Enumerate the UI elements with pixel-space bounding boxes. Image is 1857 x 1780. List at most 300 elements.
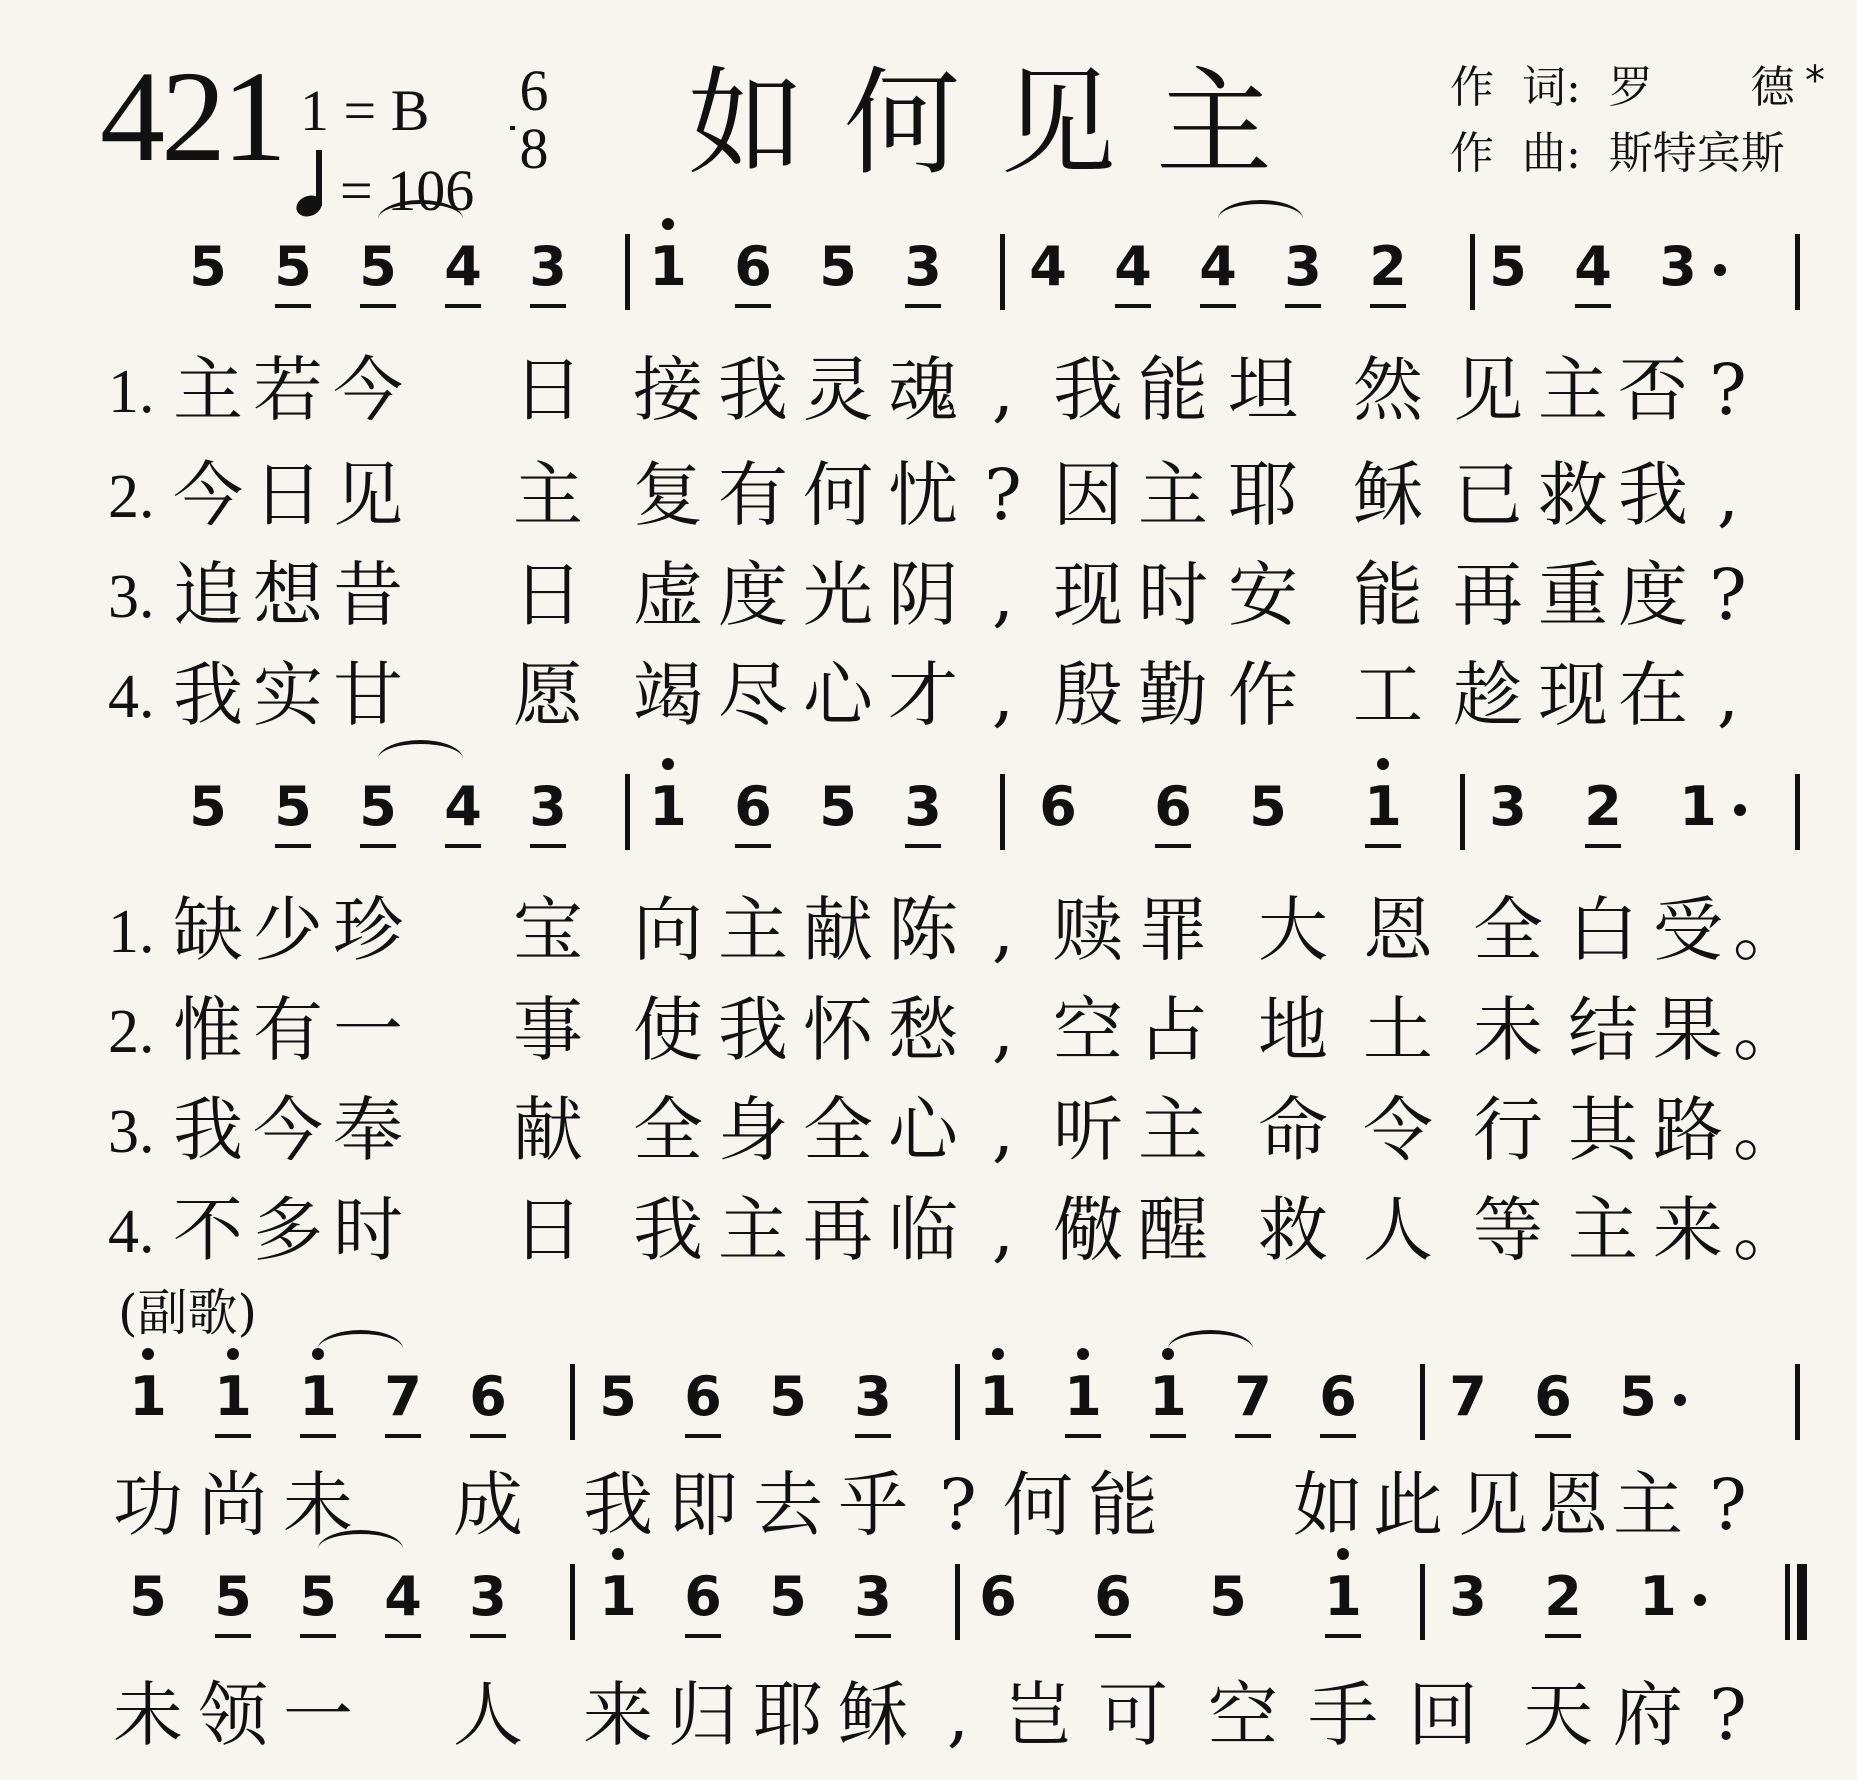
note-digit: 5 (769, 1565, 807, 1628)
lyric-char: 领 (198, 1674, 268, 1756)
melody-note (1575, 775, 1631, 838)
melody-note (845, 1365, 901, 1428)
note-digit: 7 (1234, 1365, 1272, 1428)
note-digit: 1 (129, 1365, 167, 1428)
note-digit: 3 (529, 235, 567, 298)
lyric-char: 缺 (173, 889, 243, 971)
lyric-char: 听 (1053, 1089, 1123, 1171)
key-signature: 1 = B (300, 78, 430, 143)
eighth-underline (855, 1634, 891, 1638)
note-digit: 4 (444, 775, 482, 838)
melody-note (520, 775, 576, 838)
eighth-underline (735, 844, 771, 848)
note-digit: 5 (359, 235, 397, 298)
augmentation-dot (1694, 1594, 1706, 1606)
note-digit: 4 (1199, 235, 1237, 298)
melody-note (1055, 1365, 1111, 1428)
melody-note (895, 775, 951, 838)
lyric-char: 主 (1138, 1089, 1208, 1171)
note-digit: 1 (1064, 1365, 1102, 1428)
lyric-char: 光 (803, 554, 873, 636)
eighth-underline (1065, 1434, 1101, 1438)
eighth-underline (735, 304, 771, 308)
melody-note (1650, 235, 1706, 298)
lyric-char: 我 (1053, 349, 1123, 431)
barline (625, 234, 630, 310)
eighth-underline (1200, 304, 1236, 308)
barline (1420, 1364, 1425, 1440)
lyricist-asterisk: * (1805, 58, 1825, 104)
lyric-char: 献 (513, 1089, 583, 1171)
tie-slur (378, 200, 463, 238)
melody-note (375, 1565, 431, 1628)
lyric-char: 儆 (1053, 1189, 1123, 1271)
note-digit: 5 (1619, 1365, 1657, 1428)
lyric-char: 受 (1653, 889, 1723, 971)
lyric-char: 令 (1363, 1089, 1433, 1171)
tempo-value: = 106 (340, 158, 475, 223)
eighth-underline (275, 844, 311, 848)
note-digit: 3 (1659, 235, 1697, 298)
lyric-char: 今 (333, 349, 403, 431)
eighth-underline (275, 304, 311, 308)
lyric-char: 未 (1473, 989, 1543, 1071)
note-digit: 7 (384, 1365, 422, 1428)
lyric-char: 见 (1458, 1464, 1528, 1546)
lyric-char: 我 (718, 349, 788, 431)
lyric-char: 来 (1653, 1189, 1723, 1271)
melody-note (760, 1565, 816, 1628)
note-digit: 6 (1319, 1365, 1357, 1428)
verse-number: 2. (108, 463, 155, 531)
high-octave-dot (227, 1348, 239, 1360)
lyric-char: 心 (803, 654, 873, 736)
lyric-char: 时 (1138, 554, 1208, 636)
lyric-char: 宝 (513, 889, 583, 971)
lyric-char: , (1716, 454, 1740, 536)
note-digit: 6 (734, 235, 772, 298)
lyric-char: 赎 (1053, 889, 1123, 971)
lyric-char: 全 (1473, 889, 1543, 971)
verse-number: 4. (108, 1198, 155, 1266)
barline (1795, 1364, 1800, 1440)
note-digit: 3 (469, 1565, 507, 1628)
note-digit: 5 (189, 235, 227, 298)
melody-note (1140, 1365, 1196, 1428)
final-barline-thick (1797, 1564, 1807, 1640)
eighth-underline (445, 844, 481, 848)
lyric-char: 主 (718, 889, 788, 971)
note-digit: 1 (214, 1365, 252, 1428)
lyric-char: 稣 (838, 1674, 908, 1756)
lyric-char: 醒 (1138, 1189, 1208, 1271)
lyric-char: 趁 (1453, 654, 1523, 736)
lyric-char: 现 (1538, 654, 1608, 736)
lyric-char: 如 (1293, 1464, 1363, 1546)
verse-number: 2. (108, 998, 155, 1066)
lyric-char: 见 (1453, 349, 1523, 431)
chorus-label: (副歌) (118, 1284, 258, 1342)
eighth-underline (470, 1434, 506, 1438)
note-digit: 7 (1449, 1365, 1487, 1428)
time-signature-bottom: 8 (519, 116, 549, 181)
lyric-char: , (991, 554, 1015, 636)
lyric-char: 我 (173, 654, 243, 736)
lyric-char: 恩 (1363, 889, 1433, 971)
time-signature-divider (510, 126, 515, 130)
eighth-underline (1370, 304, 1406, 308)
verse-number: 1. (108, 898, 155, 966)
melody-note (350, 235, 406, 298)
lyric-char: 天 (1523, 1674, 1593, 1756)
eighth-underline (1325, 1634, 1361, 1638)
lyric-char: 成 (453, 1464, 523, 1546)
lyric-char: 追 (173, 554, 243, 636)
lyric-char: 未 (283, 1464, 353, 1546)
melody-note (725, 775, 781, 838)
eighth-underline (385, 1634, 421, 1638)
lyric-char: , (991, 989, 1015, 1071)
lyric-char: 不 (173, 1189, 243, 1271)
lyric-char: ? (939, 1464, 977, 1546)
barline (1460, 774, 1465, 850)
barline (1000, 234, 1005, 310)
lyric-char: 否 (1618, 349, 1688, 431)
lyric-char: 甘 (333, 654, 403, 736)
lyric-char: 果 (1653, 989, 1723, 1071)
melody-note (180, 235, 236, 298)
eighth-underline (360, 844, 396, 848)
melody-note (810, 235, 866, 298)
eighth-underline (1585, 844, 1621, 848)
note-digit: 6 (734, 775, 772, 838)
melody-note (1275, 235, 1331, 298)
melody-note (1030, 775, 1086, 838)
note-digit: 1 (299, 1365, 337, 1428)
note-digit: 1 (1364, 775, 1402, 838)
lyric-char: 占 (1138, 989, 1208, 1071)
melody-note (675, 1365, 731, 1428)
eighth-underline (215, 1634, 251, 1638)
lyric-char: 。 (1733, 1089, 1803, 1171)
note-digit: 5 (214, 1565, 252, 1628)
note-digit: 4 (1574, 235, 1612, 298)
composer-credit: 作 曲: 斯特宾斯 (1450, 128, 1785, 179)
eighth-underline (1150, 1434, 1186, 1438)
lyric-char: 土 (1363, 989, 1433, 1071)
augmentation-dot (1674, 1394, 1686, 1406)
lyric-char: 全 (803, 1089, 873, 1171)
lyric-char: 已 (1453, 454, 1523, 536)
lyric-char: 虚 (633, 554, 703, 636)
lyric-char: 。 (1733, 1189, 1803, 1271)
melody-note (970, 1365, 1026, 1428)
lyric-char: 白 (1568, 889, 1638, 971)
eighth-underline (1365, 844, 1401, 848)
lyric-char: 主 (1138, 454, 1208, 536)
tie-slur (1168, 1330, 1253, 1368)
note-digit: 6 (1039, 775, 1077, 838)
note-digit: 6 (684, 1365, 722, 1428)
melody-note (970, 1565, 1026, 1628)
lyricist-credit: 作 词: 罗 德 (1450, 62, 1795, 113)
melody-note (1190, 235, 1246, 298)
lyric-char: 何 (803, 454, 873, 536)
note-digit: 5 (819, 775, 857, 838)
lyric-char: 作 (1228, 654, 1298, 736)
lyric-char: 我 (718, 989, 788, 1071)
lyric-char: 想 (253, 554, 323, 636)
lyric-char: 大 (1258, 889, 1328, 971)
lyric-char: 度 (718, 554, 788, 636)
melody-note (265, 235, 321, 298)
lyric-char: 忧 (888, 454, 958, 536)
lyric-char: , (991, 1189, 1015, 1271)
lyric-char: 救 (1538, 454, 1608, 536)
barline (1470, 234, 1475, 310)
lyric-char: 见 (333, 454, 403, 536)
melody-note (1440, 1565, 1496, 1628)
lyric-char: 功 (113, 1464, 183, 1546)
eighth-underline (685, 1434, 721, 1438)
melody-note (1525, 1365, 1581, 1428)
note-digit: 1 (1324, 1565, 1362, 1628)
lyric-char: 主 (513, 454, 583, 536)
high-octave-dot (142, 1348, 154, 1360)
lyric-char: 我 (633, 1189, 703, 1271)
final-barline (1785, 1564, 1790, 1640)
lyric-char: 才 (888, 654, 958, 736)
note-digit: 2 (1584, 775, 1622, 838)
melody-note (1630, 1565, 1686, 1628)
melody-note (1020, 235, 1076, 298)
eighth-underline (905, 844, 941, 848)
lyric-char: , (946, 1674, 970, 1756)
barline (1795, 774, 1800, 850)
lyric-char: , (991, 349, 1015, 431)
lyric-char: 有 (718, 454, 788, 536)
note-digit: 1 (649, 235, 687, 298)
note-digit: 4 (384, 1565, 422, 1628)
lyric-char: 我 (583, 1464, 653, 1546)
lyric-char: 珍 (333, 889, 403, 971)
lyric-char: , (1716, 654, 1740, 736)
melody-note (1355, 775, 1411, 838)
eighth-underline (1285, 304, 1321, 308)
tie-slur (318, 1330, 403, 1368)
note-digit: 2 (1544, 1565, 1582, 1628)
note-digit: 5 (819, 235, 857, 298)
melody-note (640, 235, 696, 298)
hymn-number: 421 (100, 45, 283, 189)
lyric-char: 现 (1053, 554, 1123, 636)
lyric-char: 时 (333, 1189, 403, 1271)
lyric-char: 。 (1733, 989, 1803, 1071)
lyric-char: 度 (1618, 554, 1688, 636)
lyric-char: 此 (1373, 1464, 1443, 1546)
high-octave-dot (662, 218, 674, 230)
lyric-char: 日 (513, 554, 583, 636)
melody-note (205, 1365, 261, 1428)
lyric-char: 空 (1053, 989, 1123, 1071)
lyric-char: 何 (1003, 1464, 1073, 1546)
eighth-underline (1545, 1634, 1581, 1638)
note-digit: 5 (1489, 235, 1527, 298)
barline (570, 1564, 575, 1640)
barline (625, 774, 630, 850)
lyric-char: , (991, 654, 1015, 736)
eighth-underline (855, 1434, 891, 1438)
lyric-char: 坦 (1228, 349, 1298, 431)
lyric-char: 回 (1408, 1674, 1478, 1756)
note-digit: 5 (299, 1565, 337, 1628)
melody-note (290, 1365, 346, 1428)
lyric-char: 手 (1308, 1674, 1378, 1756)
eighth-underline (1320, 1434, 1356, 1438)
lyric-char: 命 (1258, 1089, 1328, 1171)
lyric-char: 岂 (1003, 1674, 1073, 1756)
melody-note (435, 775, 491, 838)
lyric-char: 我 (1618, 454, 1688, 536)
note-digit: 5 (274, 235, 312, 298)
melody-note (1565, 235, 1621, 298)
lyric-char: 路 (1653, 1089, 1723, 1171)
note-digit: 3 (854, 1565, 892, 1628)
lyric-char: ? (984, 454, 1022, 536)
lyric-char: 耶 (753, 1674, 823, 1756)
melody-note (435, 235, 491, 298)
lyric-char: ? (1709, 349, 1747, 431)
lyric-char: 奉 (333, 1089, 403, 1171)
lyric-char: 一 (283, 1674, 353, 1756)
note-digit: 5 (274, 775, 312, 838)
lyric-char: 能 (1088, 1464, 1158, 1546)
barline (1795, 234, 1800, 310)
lyric-char: 主 (1613, 1464, 1683, 1546)
lyric-char: 救 (1258, 1189, 1328, 1271)
lyric-char: ? (1709, 554, 1747, 636)
note-digit: 1 (979, 1365, 1017, 1428)
lyric-char: 恩 (1538, 1464, 1608, 1546)
lyric-char: 日 (253, 454, 323, 536)
melody-note (350, 775, 406, 838)
lyric-char: 来 (583, 1674, 653, 1756)
eighth-underline (215, 1434, 251, 1438)
eighth-underline (1575, 304, 1611, 308)
melody-note (120, 1565, 176, 1628)
lyric-char: 有 (253, 989, 323, 1071)
lyric-char: 耶 (1228, 454, 1298, 536)
lyric-char: 等 (1473, 1189, 1543, 1271)
note-digit: 6 (979, 1565, 1017, 1628)
note-digit: 6 (1534, 1365, 1572, 1428)
lyric-char: 灵 (803, 349, 873, 431)
lyric-char: 愁 (888, 989, 958, 1071)
note-digit: 6 (469, 1365, 507, 1428)
lyric-char: 竭 (633, 654, 703, 736)
melody-note (1480, 775, 1536, 838)
lyric-char: 临 (888, 1189, 958, 1271)
melody-note (180, 775, 236, 838)
melody-note (1085, 1565, 1141, 1628)
lyric-char: 去 (753, 1464, 823, 1546)
lyric-char: 献 (803, 889, 873, 971)
lyric-char: , (991, 889, 1015, 971)
melody-note (460, 1565, 516, 1628)
melody-note (1315, 1565, 1371, 1628)
melody-note (1105, 235, 1161, 298)
lyric-char: 魂 (888, 349, 958, 431)
eighth-underline (905, 304, 941, 308)
eighth-underline (1535, 1434, 1571, 1438)
lyric-char: 稣 (1353, 454, 1423, 536)
lyric-char: 再 (803, 1189, 873, 1271)
eighth-underline (445, 304, 481, 308)
lyric-char: 罪 (1138, 889, 1208, 971)
lyric-char: 工 (1353, 654, 1423, 736)
lyric-char: 因 (1053, 454, 1123, 536)
lyric-char: 心 (888, 1089, 958, 1171)
barline (1420, 1564, 1425, 1640)
note-digit: 1 (599, 1565, 637, 1628)
note-digit: 2 (1369, 235, 1407, 298)
melody-note (205, 1565, 261, 1628)
high-octave-dot (992, 1348, 1004, 1360)
lyric-char: 地 (1258, 989, 1328, 1071)
lyric-char: 乎 (838, 1464, 908, 1546)
lyric-char: 尚 (198, 1464, 268, 1546)
note-digit: 5 (599, 1365, 637, 1428)
lyric-char: 在 (1618, 654, 1688, 736)
melody-note (1440, 1365, 1496, 1428)
augmentation-dot (1714, 264, 1726, 276)
melody-note (1240, 775, 1296, 838)
lyric-char: 主 (1568, 1189, 1638, 1271)
note-digit: 3 (1489, 775, 1527, 838)
lyric-char: 一 (333, 989, 403, 1071)
melody-note (290, 1565, 346, 1628)
eighth-underline (470, 1634, 506, 1638)
lyric-char: 即 (668, 1464, 738, 1546)
eighth-underline (300, 1634, 336, 1638)
verse-number: 1. (108, 358, 155, 426)
note-digit: 4 (1029, 235, 1067, 298)
note-digit: 6 (1154, 775, 1192, 838)
melody-note (810, 775, 866, 838)
melody-note (265, 775, 321, 838)
eighth-underline (1095, 1634, 1131, 1638)
melody-note (1480, 235, 1536, 298)
note-digit: 5 (1249, 775, 1287, 838)
lyric-char: 陈 (888, 889, 958, 971)
melody-note (640, 775, 696, 838)
lyric-char: 结 (1568, 989, 1638, 1071)
lyric-char: 向 (633, 889, 703, 971)
time-signature-top: 6 (519, 58, 549, 123)
high-octave-dot (1377, 758, 1389, 770)
lyric-char: 事 (513, 989, 583, 1071)
lyric-char: 实 (253, 654, 323, 736)
lyric-char: 主 (1538, 349, 1608, 431)
note-digit: 4 (444, 235, 482, 298)
lyric-char: 日 (513, 1189, 583, 1271)
high-octave-dot (662, 758, 674, 770)
note-digit: 3 (1449, 1565, 1487, 1628)
lyric-char: , (991, 1089, 1015, 1171)
melody-note (460, 1365, 516, 1428)
melody-note (895, 235, 951, 298)
melody-note (845, 1565, 901, 1628)
